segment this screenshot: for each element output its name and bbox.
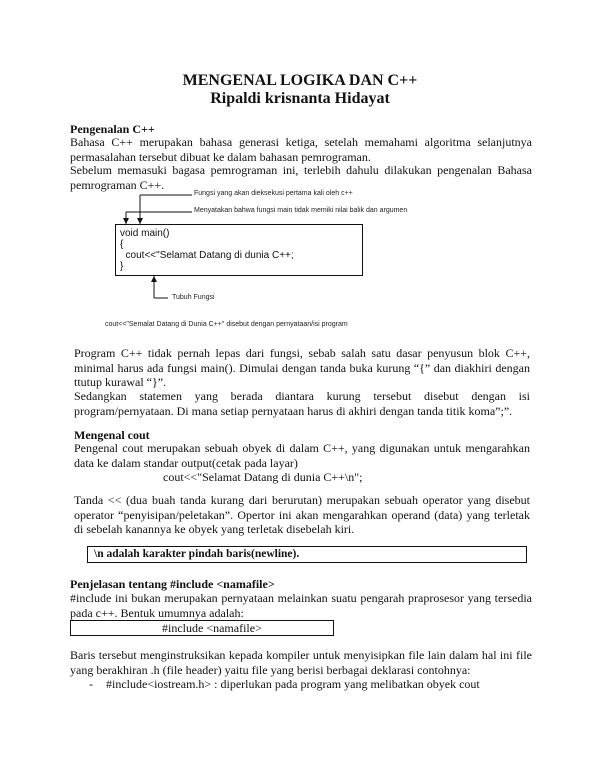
bullet-dash: - — [89, 677, 93, 691]
cout-code-example: cout<<"Selamat Datang di dunia C++\n"; — [163, 470, 363, 484]
paragraph-operator: Tanda << (dua buah tanda kurang dari berurutan) merupakan sebuah operator yang disebut operator “penyisipan/peletakan”. Opertor ini akan mengarahkan operand (data) yang terletak di sebelah kanannya ke obyek yang terletak disebelah kiri. — [74, 493, 530, 537]
include-syntax-box — [70, 620, 334, 636]
newline-note-text: \n adalah karakter pindah baris(newline). — [94, 548, 300, 560]
annotation-first-executed: Fungsi yang akan dieksekusi pertama kali oleh c++ — [194, 190, 353, 197]
section-heading-pengenalan: Pengenalan C++ — [70, 122, 155, 136]
newline-note-box — [87, 546, 527, 563]
code-line-4: } — [120, 261, 124, 272]
paragraph-header-files: Baris tersebut menginstruksikan kepada kompiler untuk menyisipkan file lain dalam hal ini file yang berakhiran .h (file header) yaitu file yang berisi berbagai deklarasi contohnya: — [70, 648, 532, 677]
paragraph-include: #include ini bukan merupakan pernyataan melainkan suatu pengarah praprosesor yang tersedia pada c++. Bentuk umumnya adalah: — [70, 591, 532, 620]
list-item-iostream: #include<iostream.h> : diperlukan pada program yang melibatkan obyek cout — [106, 677, 480, 691]
diagram-caption: cout<<"Semalat Datang di Dunia C++" disebut dengan pernyataan/isi program — [105, 321, 348, 328]
annotation-function-body: Tubuh Fungsi — [172, 294, 215, 301]
section-heading-cout: Mengenal cout — [74, 428, 150, 442]
code-line-3: cout<<"Selamat Datang di dunia C++; — [120, 250, 294, 261]
document-title: MENGENAL LOGIKA DAN C++ — [182, 72, 418, 89]
paragraph-statements: Sedangkan statemen yang berada diantara kurung tersebut disebut dengan isi program/pernyataan. Di mana setiap pernyataan harus di akhiri dengan tanda titik koma”;”. — [74, 389, 530, 418]
code-line-1: void main() — [120, 228, 170, 239]
paragraph-cout: Pengenal cout merupakan sebuah obyek di dalam C++, yang digunakan untuk mengarahkan data ke dalam standar output(cetak pada layar) — [74, 441, 530, 470]
document-author: Ripaldi krisnanta Hidayat — [210, 90, 390, 107]
section-heading-include: Penjelasan tentang #include <namafile> — [70, 577, 275, 591]
paragraph-intro-2: Sebelum memasuki bagasa pemrograman ini, terlebih dahulu dilakukan pengenalan Bahasa pemrograman C++. — [70, 163, 532, 192]
paragraph-intro-1: Bahasa C++ merupakan bahasa generasi ketiga, setelah memahami algoritma selanjutnya permasalahan tersebut dibuat ke dalam bahasan pemrograman. — [70, 135, 532, 164]
code-line-2: { — [120, 239, 124, 250]
paragraph-program-structure: Program C++ tidak pernah lepas dari fungsi, sebab salah satu dasar penyusun blok C++, minimal harus ada fungsi main(). Dimulai dengan tanda buka kurung “{” dan diakhiri dengan ttutup kurawal “}”. — [74, 346, 530, 390]
include-syntax-text: #include <namafile> — [162, 621, 262, 635]
main-function-code-box — [115, 224, 363, 276]
annotation-no-return: Menyatakan bahwa fungsi main tidak memiki nilai balik dan argumen — [194, 207, 408, 214]
